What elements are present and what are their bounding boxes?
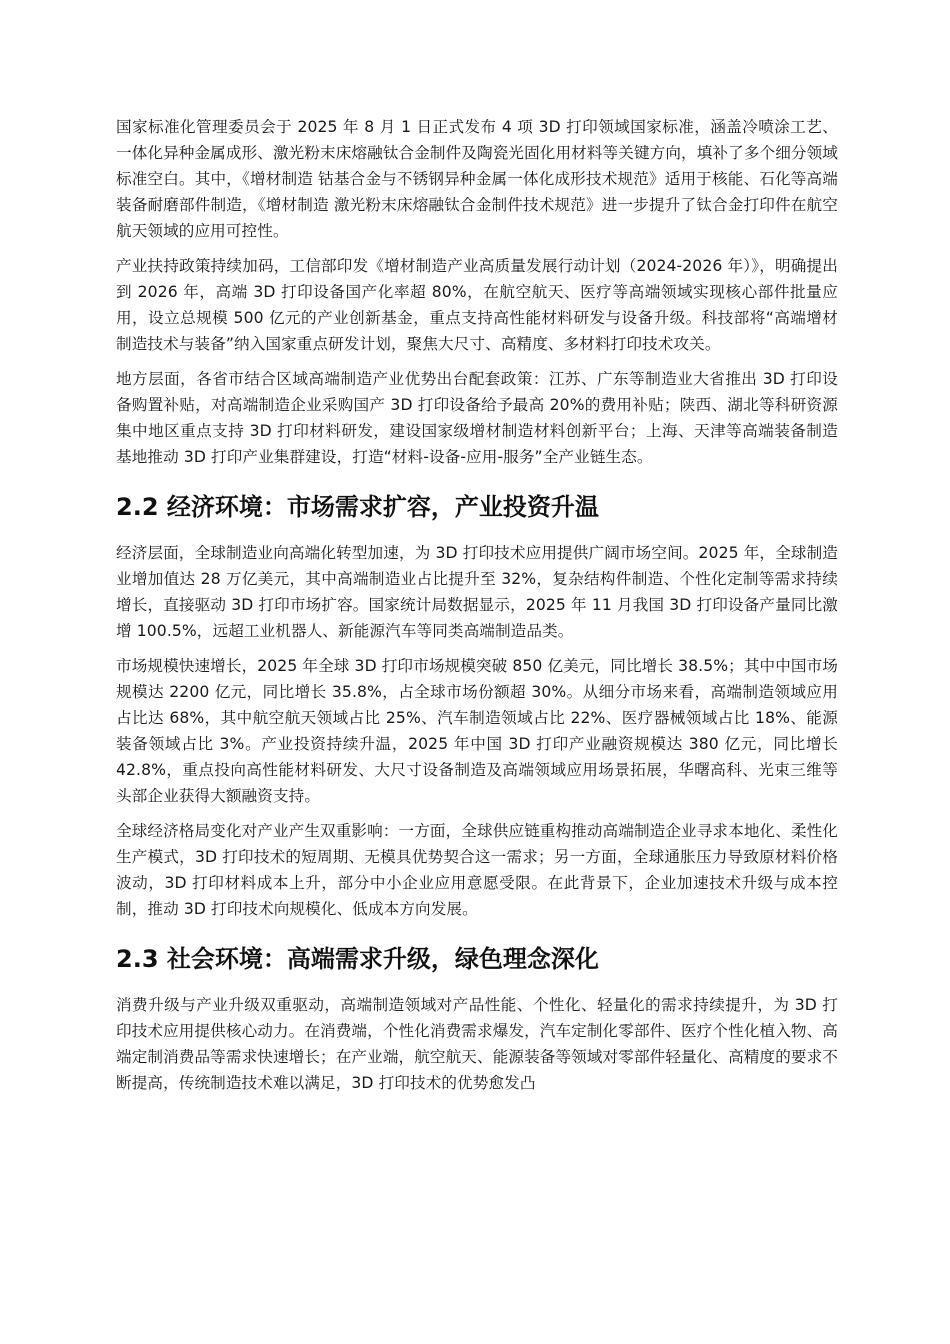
- section-heading-social: 2.3 社会环境：高端需求升级，绿色理念深化: [116, 945, 599, 973]
- document-body: [116, 114, 838, 1105]
- body-paragraph: 产业扶持政策持续加码，工信部印发《增材制造产业高质量发展行动计划（2024-2026 年）》，明确提出到 2026 年，高端 3D 打印设备国产化率超 80%，在航空航天、医疗等高端领域实现核心部件批量应用，设立总规模 500 亿元的产业创新基金，重点支持高性能材料研发与设备升级。科技部将“高端增材制造技术与装备”纳入国家重点研发计划，聚焦大尺寸、高精度、多材料打印技术攻关。: [116, 257, 838, 353]
- body-paragraph: 消费升级与产业升级双重驱动，高端制造领域对产品性能、个性化、轻量化的需求持续提升，为 3D 打印技术应用提供核心动力。在消费端，个性化消费需求爆发，汽车定制化零部件、医疗个性化植入物、高端定制消费品等需求快速增长；在产业端，航空航天、能源装备等领域对零部件轻量化、高精度的要求不断提高，传统制造技术难以满足，3D 打印技术的优势愈发凸: [116, 996, 838, 1092]
- body-paragraph: 经济层面，全球制造业向高端化转型加速，为 3D 打印技术应用提供广阔市场空间。2025 年，全球制造业增加值达 28 万亿美元，其中高端制造业占比提升至 32%，复杂结构件制造、个性化定制等需求持续增长，直接驱动 3D 打印市场扩容。国家统计局数据显示，2025 年 11 月我国 3D 打印设备产量同比激增 100.5%，远超工业机器人、新能源汽车等同类高端制造品类。: [116, 544, 838, 640]
- body-paragraph: 全球经济格局变化对产业产生双重影响：一方面，全球供应链重构推动高端制造企业寻求本地化、柔性化生产模式，3D 打印技术的短周期、无模具优势契合这一需求；另一方面，全球通胀压力导致原材料价格波动，3D 打印材料成本上升，部分中小企业应用意愿受限。在此背景下，企业加速技术升级与成本控制，推动 3D 打印技术向规模化、低成本方向发展。: [116, 822, 838, 918]
- body-paragraph: 国家标准化管理委员会于 2025 年 8 月 1 日正式发布 4 项 3D 打印领域国家标准，涵盖冷喷涂工艺、一体化异种金属成形、激光粉末床熔融钛合金制件及陶瓷光固化用材料等关键方向，填补了多个细分领域标准空白。其中，《增材制造 钴基合金与不锈钢异种金属一体化成形技术规范》适用于核能、石化等高端装备耐磨部件制造，《增材制造 激光粉末床熔融钛合金制件技术规范》进一步提升了钛合金打印件在航空航天领域的应用可控性。: [116, 118, 838, 240]
- section-heading-economic: 2.2 经济环境：市场需求扩容，产业投资升温: [116, 493, 599, 521]
- body-paragraph: 市场规模快速增长，2025 年全球 3D 打印市场规模突破 850 亿美元，同比增长 38.5%；其中中国市场规模达 2200 亿元，同比增长 35.8%，占全球市场份额超 30%。从细分市场来看，高端制造领域应用占比达 68%，其中航空航天领域占比 25%、汽车制造领域占比 22%、医疗器械领域占比 18%、能源装备领域占比 3%。产业投资持续升温，2025 年中国 3D 打印产业融资规模达 380 亿元，同比增长 42.8%，重点投向高性能材料研发、大尺寸设备制造及高端领域应用场景拓展，华曙高科、光束三维等头部企业获得大额融资支持。: [116, 657, 838, 805]
- body-paragraph: 地方层面，各省市结合区域高端制造产业优势出台配套政策：江苏、广东等制造业大省推出 3D 打印设备购置补贴，对高端制造企业采购国产 3D 打印设备给予最高 20%的费用补贴；陕西、湖北等科研资源集中地区重点支持 3D 打印材料研发，建设国家级增材制造材料创新平台；上海、天津等高端装备制造基地推动 3D 打印产业集群建设，打造“材料-设备-应用-服务”全产业链生态。: [116, 370, 838, 466]
